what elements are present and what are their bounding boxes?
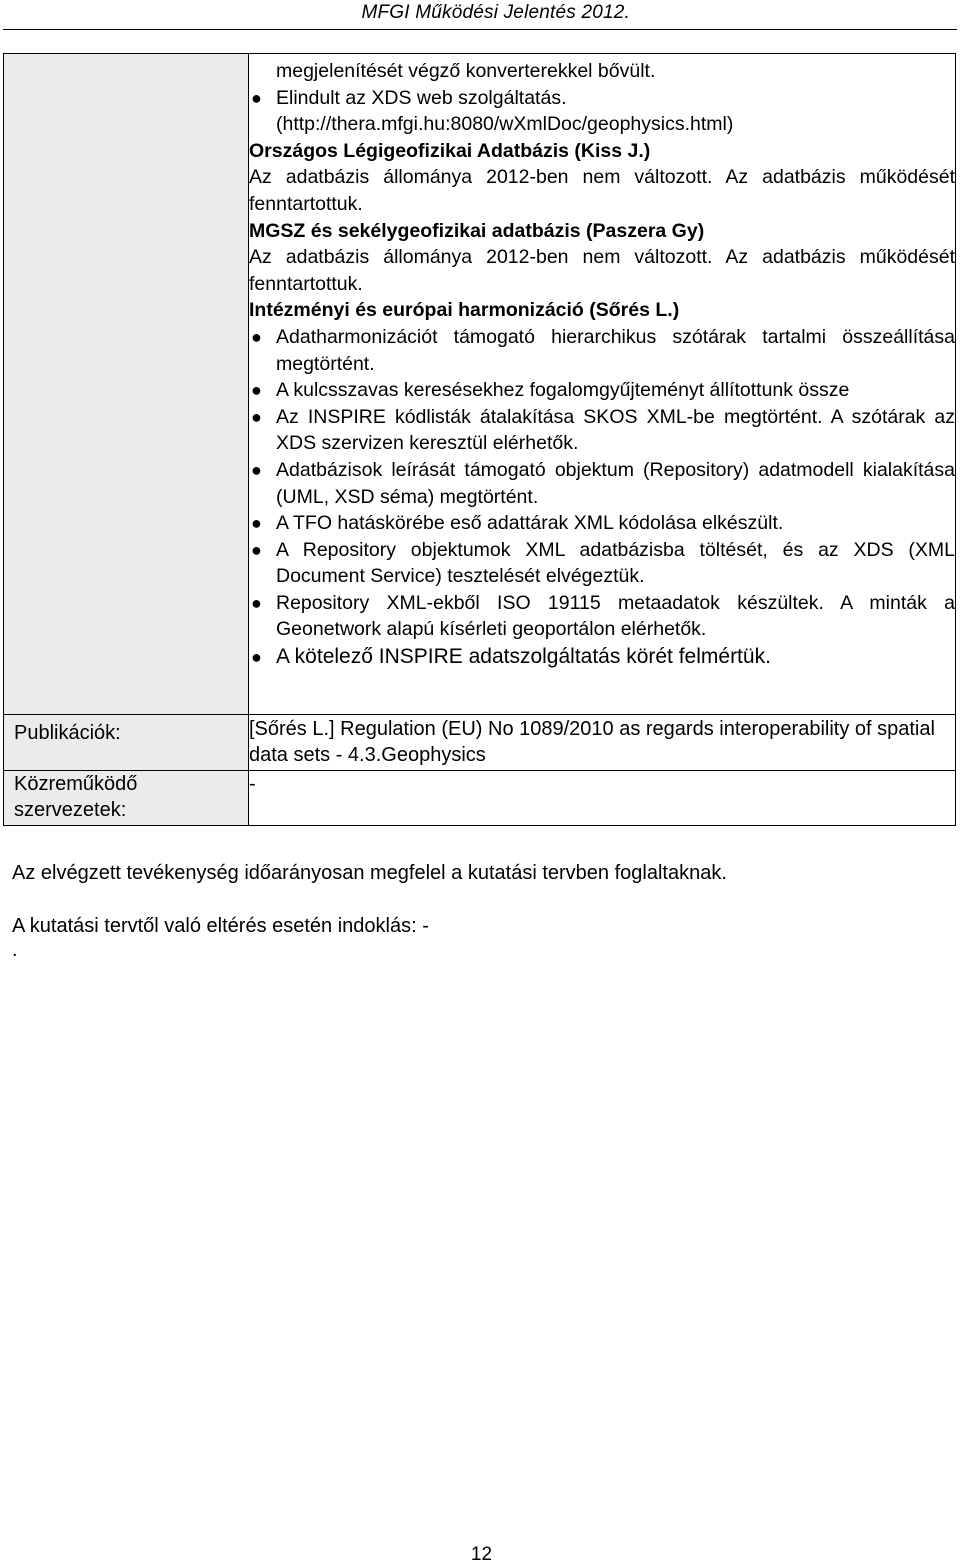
cooperating-label-cell (4, 771, 249, 826)
list-item-text: A Repository objektumok XML adatbázisba töltését, és az XDS (XML Document Service) tesztelését elvégeztük. (276, 538, 955, 588)
header-divider (3, 29, 957, 30)
bullet-icon: ● (251, 459, 262, 480)
section-heading-harmonization: Intézményi és európai harmonizáció (Sőrés L.) (249, 299, 680, 322)
report-table (3, 53, 956, 826)
bullet-icon: ● (251, 539, 262, 560)
bullet-icon: ● (251, 647, 262, 668)
xds-list (249, 85, 955, 112)
xds-text: Elindult az XDS web szolgáltatás. (276, 86, 567, 109)
harmonization-list (249, 324, 955, 671)
cooperating-row (4, 771, 956, 826)
section-text-mgsz: Az adatbázis állománya 2012-ben nem változott. Az adatbázis működését fenntartottuk. (249, 246, 955, 295)
list-item-text: Az INSPIRE kódlisták átalakítása SKOS XML-be megtörtént. A szótárak az XDS szervizen keresztül elérhetők. (276, 405, 955, 455)
list-item (249, 457, 955, 510)
bullet-icon: ● (251, 326, 262, 347)
list-item-xds (249, 85, 955, 112)
content-row (4, 54, 956, 715)
bullet-icon: ● (251, 592, 262, 613)
publications-value-cell (249, 715, 956, 771)
content-cell (249, 54, 956, 715)
bullet-icon: ● (251, 87, 262, 108)
list-item (249, 404, 955, 457)
publications-label-cell (4, 715, 249, 771)
list-item (249, 537, 955, 590)
list-item (249, 510, 955, 537)
list-item-text: A TFO hatáskörébe eső adattárak XML kódolása elkészült. (276, 512, 784, 535)
publications-label: Publikációk: (14, 722, 121, 744)
section-text-air: Az adatbázis állománya 2012-ben nem változott. Az adatbázis működését fenntartottuk. (249, 166, 955, 215)
list-item (249, 643, 955, 671)
cooperating-label: Közreműködő szervezetek: (14, 773, 138, 821)
bullet-continuation: megjelenítését végző konverterekkel bővült. (276, 60, 656, 82)
page-header-title (0, 2, 960, 24)
publications-value: [Sőrés L.] Regulation (EU) No 1089/2010 as regards interoperability of spatial data sets - 4.3.Geophysics (249, 718, 935, 766)
cooperating-value-cell (249, 771, 956, 826)
section-heading-mgsz: MGSZ és sekélygeofizikai adatbázis (Paszera Gy) (249, 219, 705, 242)
list-item-text: A kulcsszavas keresésekhez fogalomgyűjteményt állítottunk össze (276, 379, 850, 402)
deviation-statement: A kutatási tervtől való eltérés esetén indoklás: - (12, 915, 429, 937)
list-item-text: Adatharmonizációt támogató hierarchikus szótárak tartalmi összeállítása megtörtént. (276, 325, 955, 375)
list-item-text: A kötelező INSPIRE adatszolgáltatás körét felmértük. (276, 645, 771, 669)
progress-statement: Az elvégzett tevékenység időarányosan megfelel a kutatási tervben foglaltaknak. (12, 862, 727, 884)
page-number: 12 (470, 1544, 493, 1565)
list-item (249, 590, 955, 643)
list-item (249, 377, 955, 404)
publications-row (4, 715, 956, 771)
bullet-icon: ● (251, 380, 262, 401)
section-heading-air: Országos Légigeofizikai Adatbázis (Kiss J.) (249, 139, 651, 162)
xds-url: (http://thera.mfgi.hu:8080/wXmlDoc/geophysics.html) (276, 113, 734, 136)
list-item-text: Repository XML-ekből ISO 19115 metaadatok készültek. A minták a Geonetwork alapú kísérleti geoportálon elérhetők. (276, 591, 955, 641)
cooperating-value: - (249, 773, 256, 795)
content-block (249, 54, 955, 677)
bullet-icon: ● (251, 513, 262, 534)
header-title-text: MFGI Működési Jelentés 2012. (361, 2, 630, 23)
empty-label-cell (4, 54, 249, 715)
list-item-text: Adatbázisok leírását támogató objektum (Repository) adatmodell kialakítása (UML, XSD séma) megtörtént. (276, 458, 955, 508)
bullet-icon: ● (251, 406, 262, 427)
trailing-dot: . (12, 939, 18, 961)
list-item (249, 324, 955, 377)
